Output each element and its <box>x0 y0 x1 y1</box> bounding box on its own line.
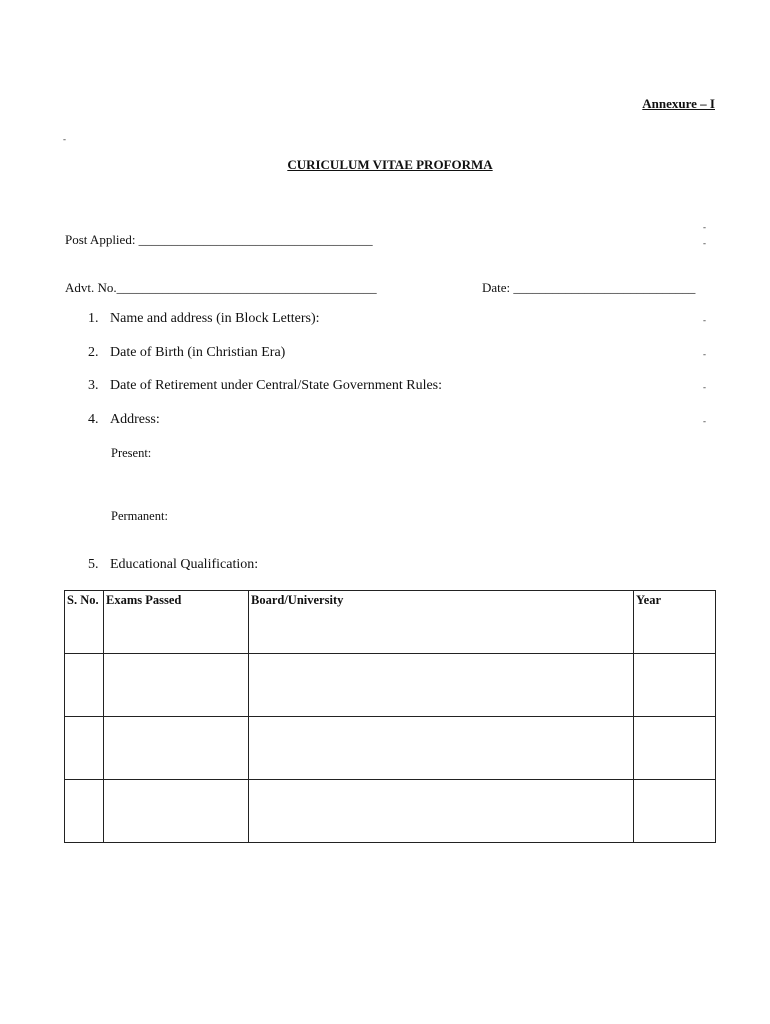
item-name-address <box>88 311 320 327</box>
table-cell[interactable] <box>634 654 716 717</box>
present-address-label: Present: <box>111 446 152 460</box>
table-cell[interactable] <box>65 780 104 843</box>
item-address <box>88 412 160 428</box>
table-row <box>65 780 716 843</box>
stray-mark: - <box>63 134 66 144</box>
item-number: 4. <box>88 412 99 427</box>
stray-mark: - <box>703 382 706 392</box>
header-board-university: Board/University <box>249 591 634 654</box>
advt-no-field[interactable]: Advt. No.________________________________________ <box>65 280 377 295</box>
header-s-no: S. No. <box>65 591 104 654</box>
table-cell[interactable] <box>65 717 104 780</box>
table-cell[interactable] <box>249 717 634 780</box>
stray-mark: - <box>703 238 706 248</box>
permanent-address-label: Permanent: <box>111 509 168 523</box>
stray-mark: - <box>703 416 706 426</box>
date-field[interactable]: Date: ____________________________ <box>482 280 696 295</box>
document-title: CURICULUM VITAE PROFORMA <box>287 157 493 172</box>
table-cell[interactable] <box>104 780 249 843</box>
item-number: 2. <box>88 345 99 360</box>
stray-mark: - <box>703 222 706 232</box>
stray-mark: - <box>703 315 706 325</box>
header-year: Year <box>634 591 716 654</box>
item-number: 3. <box>88 378 99 393</box>
post-applied-field[interactable]: Post Applied: ____________________________________ <box>65 232 373 247</box>
education-table <box>64 590 716 843</box>
table-cell[interactable] <box>634 780 716 843</box>
item-date-of-birth <box>88 345 285 361</box>
item-number: 1. <box>88 311 99 326</box>
item-educational-qualification <box>88 557 258 573</box>
table-row <box>65 717 716 780</box>
annexure-label: Annexure – I <box>642 96 715 111</box>
table-cell[interactable] <box>249 654 634 717</box>
item-label: Date of Retirement under Central/State Government Rules: <box>110 378 443 393</box>
table-cell[interactable] <box>249 780 634 843</box>
table-cell[interactable] <box>65 654 104 717</box>
item-date-of-retirement <box>88 378 442 394</box>
stray-mark: - <box>703 349 706 359</box>
header-exams-passed: Exams Passed <box>104 591 249 654</box>
item-label: Educational Qualification: <box>110 557 259 572</box>
table-header-row <box>65 591 716 654</box>
table-row <box>65 654 716 717</box>
table-cell[interactable] <box>104 717 249 780</box>
item-label: Address: <box>110 412 160 427</box>
item-number: 5. <box>88 557 99 572</box>
item-label: Date of Birth (in Christian Era) <box>110 345 286 360</box>
table-cell[interactable] <box>634 717 716 780</box>
table-cell[interactable] <box>104 654 249 717</box>
item-label: Name and address (in Block Letters): <box>110 311 320 326</box>
